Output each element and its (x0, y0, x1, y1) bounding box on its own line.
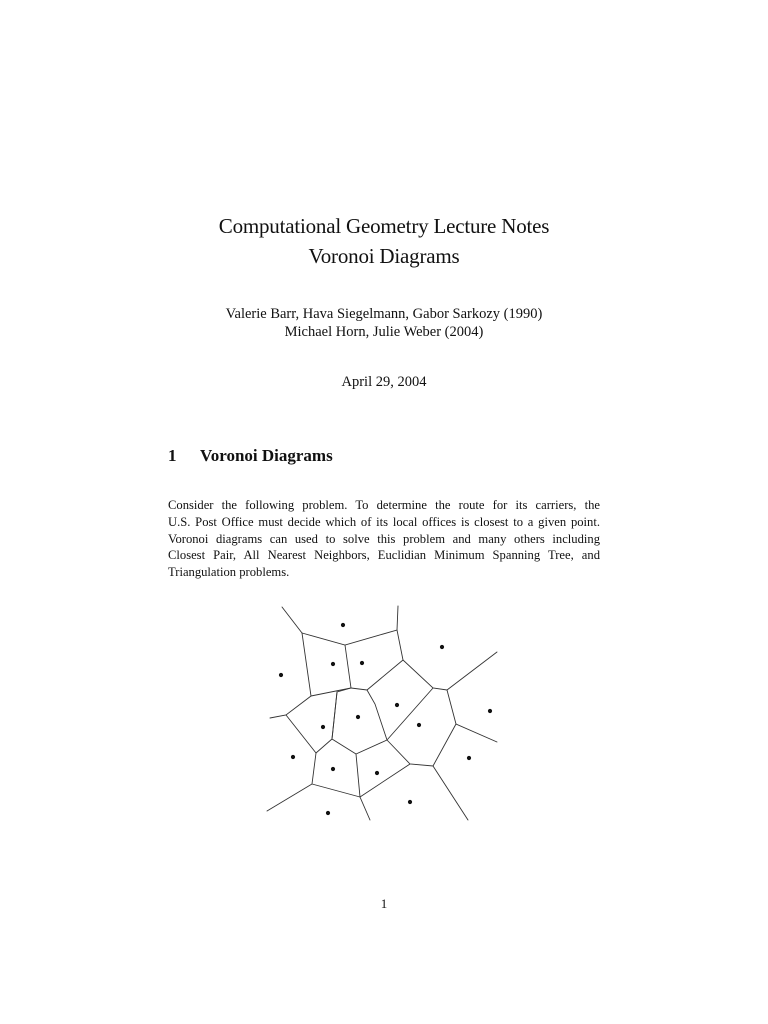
voronoi-edge (397, 630, 497, 690)
title-line-1: Computational Geometry Lecture Notes (218, 214, 550, 238)
site-point (488, 709, 492, 713)
site-point (375, 771, 379, 775)
voronoi-sites (279, 623, 492, 815)
author-line-1: Valerie Barr, Hava Siegelmann, Gabor Sarkozy (1990) (225, 306, 543, 322)
paragraph-line: Consider the following problem. To determine the route for its carriers, the (168, 498, 600, 512)
site-point (417, 723, 421, 727)
voronoi-edge (332, 692, 387, 754)
voronoi-edge (387, 688, 433, 740)
body-paragraph (168, 497, 600, 581)
voronoi-edge (433, 766, 468, 820)
site-point (321, 725, 325, 729)
site-point (279, 673, 283, 677)
voronoi-edge (270, 633, 311, 718)
site-point (356, 715, 360, 719)
voronoi-edge (316, 688, 351, 753)
site-point (440, 645, 444, 649)
voronoi-edge (282, 607, 302, 633)
paragraph-line: Closest Pair, All Nearest Neighbors, Euclidian Minimum Spanning Tree, and (168, 548, 600, 563)
voronoi-edge (302, 606, 398, 645)
voronoi-diagram-figure (262, 600, 508, 830)
voronoi-edge (356, 754, 370, 820)
site-point (467, 756, 471, 760)
site-point (291, 755, 295, 759)
section-title: Voronoi Diagrams (200, 446, 333, 465)
site-point (395, 703, 399, 707)
voronoi-edge (387, 724, 456, 766)
voronoi-edges (267, 606, 497, 820)
paragraph-line: U.S. Post Office must decide which of its local offices is closest to a given point. (168, 514, 600, 529)
paragraph-line: Triangulation problems. (168, 565, 290, 580)
site-point (360, 661, 364, 665)
site-point (341, 623, 345, 627)
title-line-2: Voronoi Diagrams (308, 244, 460, 268)
section-number: 1 (168, 446, 177, 465)
voronoi-edge (351, 660, 403, 690)
voronoi-edge (311, 645, 351, 696)
voronoi-edge (367, 690, 387, 740)
voronoi-edge (286, 715, 316, 753)
voronoi-edge (447, 690, 497, 742)
voronoi-edge (312, 784, 360, 797)
paragraph-line: Voronoi diagrams can used to solve this problem and many others including (168, 531, 600, 546)
author-line-2: Michael Horn, Julie Weber (2004) (284, 324, 484, 340)
date-line: April 29, 2004 (341, 374, 427, 390)
site-point (408, 800, 412, 804)
voronoi-edge (360, 764, 410, 797)
site-point (331, 767, 335, 771)
section-heading (168, 446, 333, 466)
page-number: 1 (380, 896, 388, 911)
site-point (326, 811, 330, 815)
voronoi-edge (267, 753, 316, 811)
site-point (331, 662, 335, 666)
